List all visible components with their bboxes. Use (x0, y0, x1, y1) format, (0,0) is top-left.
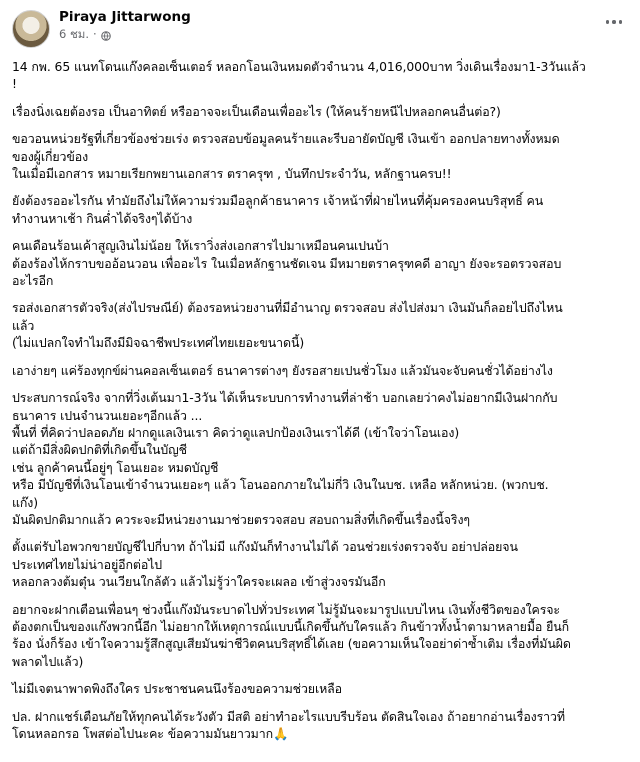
post-header (12, 8, 628, 58)
post-text-line: มันผิดปกติมากแล้ว ควระจะมีหน่วยงานมาช่วยตรวจสอบ สอบถามสิ่งที่เกิดขึ้นเรื่องนี้จริงๆ (12, 511, 470, 527)
globe-icon (101, 29, 111, 39)
post-text-line: ปล. ฝากแชร์เตือนภัยให้ทุกคนได้ระวังตัว มีสติ อย่าทำอะไรแบบรีบร้อน ตัดสินใจเอง ถ้าอยากอ่านเรื่องราวที่ (12, 708, 565, 724)
post-text-line: เอาง่ายๆ แค่ร้องทุกข์ผ่านคอลเซ็นเตอร์ ธนาคารต่างๆ ยังรอสายเปนชั่วโมง แล้วมันจะจับคนชั่วได้อย่างไง (12, 362, 553, 378)
post-subline (59, 26, 628, 42)
post-text-line: อยากจะฝากเตือนเพื่อนๆ ช่วงนี้แก๊งมันระบาดไปทั่วประเทศ ไม่รู้มันจะมารูปแบบไหน เงินทั้งชีวิตของใครจะ (12, 601, 560, 617)
post-text-line: (ไม่แปลกใจทำไมถึงมีมิจฉาชีพประเทศไทยเยอะขนาดนี้) (12, 335, 305, 351)
post-text-line: ทำงานหาเช้า กินค่ำได้จริงๆได้บ้าง (12, 210, 193, 226)
post-text-line: พลาดไปแล้ว) (12, 653, 84, 669)
post-text-line: ประสบการณ์จริง จากที่วิ่งเต้นมา1-3วัน ได้เห็นระบบการทำงานที่ล่าช้า บอกเลยว่าคงไม่อยากมีเงินฝากกับ (12, 390, 558, 406)
post-text-line: รอส่งเอกสารตัวจริง(ส่งไปรษณีย์) ต้องรอหน่วยงานที่มีอำนาญ ตรวจสอบ ส่งไปส่งมา เงินมันก็ลอยไปถึงไหน (12, 300, 563, 316)
post-text-line: คนเดือนร้อนเค้าสูญเงินไม่น้อย ให้เราวิ่งส่งเอกสารไปมาเหมือนคนเปนบ้า (12, 238, 389, 254)
post-text-line: ขอวอนหน่วยรัฐที่เกี่ยวข้องช่วยเร่ง ตรวจสอบข้อมูลคนร้ายและรีบอายัดบัญชี เงินเข้า ออกปลายทางทั้งหมด (12, 131, 560, 147)
post-text-line: ในเมื่อมีเอกสาร หมายเรียกพยานเอกสาร ตราครุฑ , บันทึกประจำวัน, หลักฐานครบ!! (12, 166, 452, 182)
post-text-line: เรื่องนิ่งเฉยต้องรอ เป็นอาทิตย์ หรืออาจจะเป็นเดือนเพื่ออะไร (ให้คนร้ายหนีไปหลอกคนอื่นต่อ?) (12, 103, 501, 119)
post-text-line: ของผู้เกี่ยวข้อง (12, 148, 89, 164)
post-text-line: 14 กพ. 65 แนทโดนแก๊งคลอเซ็นเตอร์ หลอกโอนเงินหมดตัวจำนวน 4,016,000บาท วิ่งเดินเรื่องมา1-3วันแล้ว (12, 59, 586, 74)
post-paragraph (12, 362, 628, 379)
post-text-line: หรือ มีบัญชีที่เงินโอนเข้าจำนวนเยอะๆ แล้ว โอนออกภายในไม่กี่วิ เงินในบช. เหลือ หลักหน่วย. (พวกบช. (12, 477, 549, 493)
post-paragraph (12, 538, 628, 590)
post-text-line: แก๊ง) (12, 494, 38, 510)
post-text-line: ไม่มีเจตนาพาดพิงถึงใคร ประชาชนคนนึงร้องขอความช่วยเหลือ (12, 681, 343, 697)
post-text-line: ร้อง นั่งก็ร้อง เข้าใจความรู้สึกสูญเสียมันฆ่าชีวิตคนบริสุทธิ์ได้เลย (ขอความเห็นใจอย่าด่าซ้ำเติม เรื่องที่มันผิด (12, 636, 571, 652)
post-text-line: ต้องตกเป็นของแก๊งพวกนี้อีก ไม่อยากให้เหตุการณ์แบบนี้เกิดขึ้นกับใครแล้ว กินข้าวทั้งน้ำตามาหลายมื้อ ยืนก็ (12, 618, 570, 634)
post-text-line: พื้นที่ ที่คิดว่าปลอดภัย ฝากดูแลเงินเรา คิดว่าดูแลปกป้องเงินเราได้ดี (เข้าใจว่าโอนเอง) (12, 424, 460, 440)
post-text-line: แต่ถ้ามีสิ่งผิดปกติที่เกิดขึ้นในบัญชี (12, 442, 187, 458)
post-paragraph (12, 58, 628, 93)
post-paragraph (12, 680, 628, 697)
post-paragraph (12, 601, 628, 671)
post-text-line: ! (12, 76, 17, 92)
post-content (12, 58, 628, 742)
post-meta (59, 8, 628, 42)
post-text-line: ธนาคาร เปนจำนวนเยอะๆอีกแล้ว ... (12, 407, 203, 423)
more-options-icon[interactable] (602, 14, 626, 30)
post-paragraph (12, 192, 628, 227)
post-text-line: ตั้งแต่รับไอพวกขายบัญชีไปกี่บาท ถ้าไม่มี แก๊งมันก็ทำงานไม่ได้ วอนช่วยเร่งตรวจจับ อย่าปล่อยจน (12, 539, 518, 555)
post-paragraph (12, 389, 628, 528)
separator-dot: · (93, 27, 97, 41)
author-avatar[interactable] (12, 10, 50, 48)
post-text-line: โดนหลอกรอ โพสต่อไปนะคะ ข้อความมันยาวมาก🙏 (12, 726, 289, 741)
post-paragraph (12, 299, 628, 351)
post-text-line: แล้ว (12, 317, 35, 333)
post-paragraph (12, 237, 628, 289)
post-text-line: ประเทศไทยไม่น่าอยู่อีกต่อไป (12, 556, 163, 572)
post-text-line: ยังต้องรออะไรกัน ทำมัยถึงไม่ให้ความร่วมมือลูกค้าธนาคาร เจ้าหน้าที่ฝ่ายไหนที่คุ้มครองคนบริสุทธิ์ คน (12, 193, 544, 209)
post-time[interactable]: 6 ชม. (59, 27, 90, 41)
post-paragraph (12, 103, 628, 120)
post-text-line: ต้องร้องไห้กราบขออ้อนวอน เพื่ออะไร ในเมื่อหลักฐานชัดเจน มีหมายตราครุฑคดี อาญา ยังจะรอตรวจสอบ (12, 255, 562, 271)
post-text-line: อะไรอีก (12, 273, 54, 289)
post-paragraph (12, 130, 628, 182)
post-text-line: หลอกลวงต้มตุ๋น วนเวียนใกล้ตัว แล้วไม่รู้ว่าใครจะเผลอ เข้าสู่วงจรมันอีก (12, 574, 386, 590)
author-name[interactable]: Piraya Jittarwong (59, 9, 191, 25)
post-paragraph (12, 708, 628, 743)
post-text-line: เช่น ลูกค้าคนนี้อยู่ๆ โอนเยอะ หมดบัญชี (12, 459, 219, 475)
